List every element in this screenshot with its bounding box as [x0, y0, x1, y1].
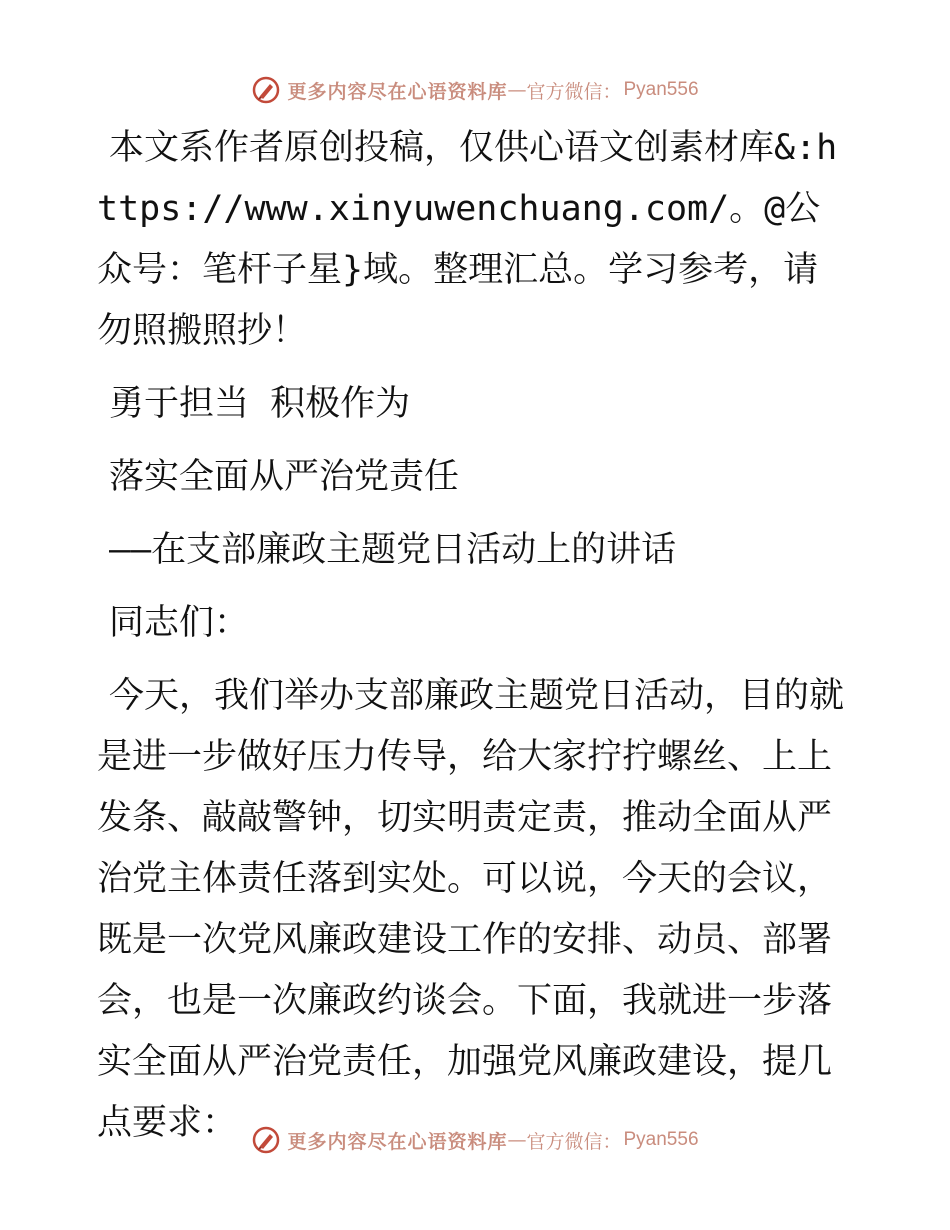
banner-wechat-id: Pyan556: [623, 1129, 699, 1150]
pen-logo-icon: [251, 75, 281, 105]
salutation: 同志们：: [109, 603, 250, 643]
banner-text: 更多内容尽在心语资料库: [287, 1130, 508, 1153]
banner-wechat-id: Pyan556: [623, 79, 699, 100]
subtitle: ——在支部廉政主题党日活动上的讲话: [109, 530, 677, 570]
header-watermark-banner: [0, 70, 950, 110]
body-paragraph: 今天，我们举办支部廉政主题党日活动，目的就是进一步做好压力传导，给大家拧拧螺丝、上上发条、敲敲警钟，切实明责定责，推动全面从严治党主体责任落到实处。可以说，今天的会议，既是一次党风廉政建设工作的安排、动员、部署会，也是一次廉政约谈会。下面，我就进一步落实全面从严治党责任，加强党风廉政建设，提几点要求：: [97, 676, 845, 1143]
banner-wechat-label: 官方微信：: [526, 1130, 622, 1153]
banner-text: 更多内容尽在心语资料库: [287, 80, 508, 103]
footer-watermark-banner: [0, 1120, 950, 1160]
title-line-2: 落实全面从严治党责任: [109, 457, 460, 497]
document-body: [97, 118, 849, 1154]
copyright-notice: 本文系作者原创投稿，仅供心语文创素材库&:https://www.xinyuwenchuang.com/。@公众号：笔杆子星}域。整理汇总。学习参考，请勿照搬照抄！: [97, 128, 838, 351]
title-line-1: 勇于担当 积极作为: [109, 384, 411, 424]
banner-wechat-label: 官方微信：: [526, 80, 622, 103]
banner-dash: —: [507, 79, 527, 101]
banner-dash: —: [507, 1129, 527, 1151]
pen-logo-icon: [251, 1125, 281, 1155]
